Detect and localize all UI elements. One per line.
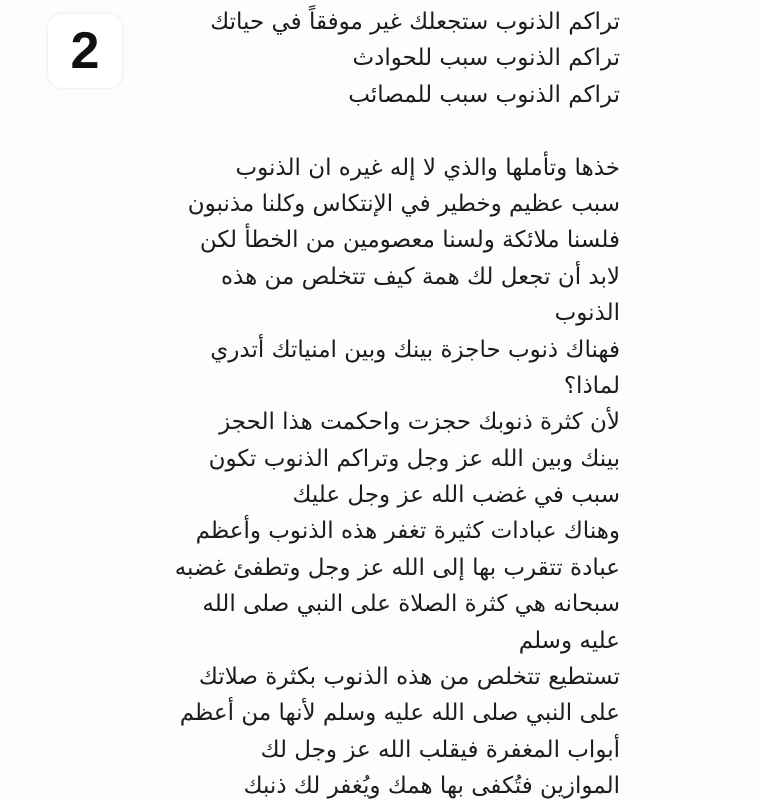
text-line: عبادة تتقرب بها إلى الله عز وجل وتطفئ غضبه [174,554,620,581]
text-line: سبب عظيم وخطير في الإنتكاس وكلنا مذنبون [187,190,620,217]
text-line: وهناك عبادات كثيرة تغفر هذه الذنوب وأعظم [195,518,620,545]
text-line: لابد أن تجعل لك همة كيف تتخلص من هذه [220,263,620,290]
text-line: الذنوب [554,300,620,327]
text-line: لأن كثرة ذنوبك حجزت واحكمت هذا الحجز [219,409,620,436]
text-line: على النبي صلى الله عليه وسلم لأنها من أعظم [179,700,620,727]
text-line: فلسنا ملائكة ولسنا معصومين من الخطأ لكن [199,227,620,254]
text-line: الموازين فتُكفى بها همك ويُغفر لك ذنبك [243,773,620,800]
text-line: فهناك ذنوب حاجزة بينك وبين امنياتك أتدري [210,336,620,363]
text-line: تراكم الذنوب ستجعلك غير موفقاً في حياتك [210,9,620,35]
text-line: تراكم الذنوب سبب للمصائب [348,81,620,108]
text-line: عليه وسلم [518,627,620,654]
text-line: تراكم الذنوب سبب للحوادث [352,45,620,72]
paragraph-1 [140,4,620,113]
text-line: تستطيع تتخلص من هذه الذنوب بكثرة صلاتك [198,664,620,691]
page-number-badge [48,14,122,88]
text-line: بينك وبين الله عز وجل وتراكم الذنوب تكون [208,445,620,472]
text-line: أبواب المغفرة فيقلب الله عز وجل لك [260,736,620,763]
paragraph-gap [140,113,620,149]
text-body [140,4,620,805]
text-line: سبحانه هي كثرة الصلاة على النبي صلى الله [202,591,620,618]
text-line: خذها وتأملها والذي لا إله غيره ان الذنوب [235,154,620,181]
text-line: لماذا؟ [563,372,620,399]
text-line: سبب في غضب الله عز وجل عليك [292,482,620,509]
paragraph-2 [140,150,620,805]
page-number: 2 [70,22,100,80]
